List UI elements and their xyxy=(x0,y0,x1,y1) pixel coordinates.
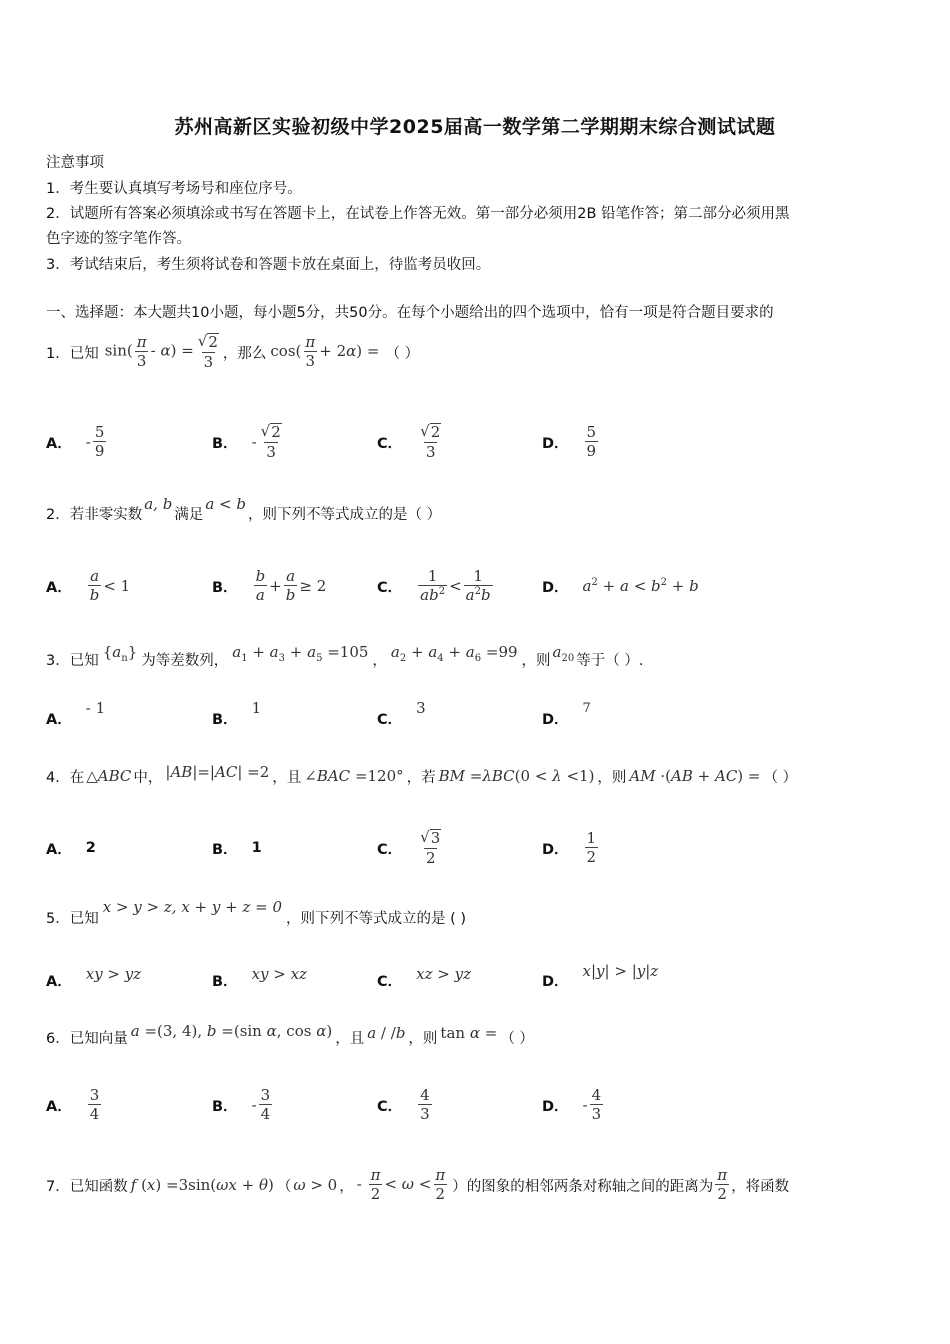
q3-math-target: $a_{20}$ xyxy=(552,642,575,664)
q4-mid1: 中， xyxy=(133,769,163,786)
q3-option-c[interactable]: C． 3 xyxy=(377,699,426,728)
q7-mid3: ）的图象的相邻两条对称轴之间的距离为 xyxy=(452,1178,714,1195)
q3-option-a[interactable]: A． - 1 xyxy=(46,699,106,728)
q3-mid3: ，则 xyxy=(521,652,551,669)
q2-options xyxy=(46,566,926,606)
q7-math-distance: $\frac{\pi}{2}$ xyxy=(717,1165,728,1204)
q4-option-d[interactable]: D． $\frac{1}{2}$ xyxy=(542,828,597,867)
q6-options xyxy=(46,1085,926,1125)
q3-number: 3．已知 xyxy=(46,652,99,669)
q5-option-a[interactable]: A． xy > yz xyxy=(46,965,142,990)
q1-option-b[interactable]: B． - √ 2 3 xyxy=(212,422,281,461)
q1-math-target: cos( $\frac{\pi}{3}$ + 2α) = xyxy=(270,332,380,371)
q5-option-d[interactable]: D． x|y| > |y|z xyxy=(542,962,659,990)
q4-option-a[interactable]: A． 2 xyxy=(46,840,96,858)
q2-option-b[interactable]: B． $\frac{b}{a}$ + $\frac{a}{b}$ ≥ 2 xyxy=(212,566,327,605)
question-1 xyxy=(46,327,419,377)
question-4 xyxy=(46,758,797,794)
q6-mid1: ，且 xyxy=(335,1030,365,1047)
q7-mid1: （ xyxy=(276,1178,292,1195)
q3-tail: 等于（ ）. xyxy=(576,652,644,669)
q4-options xyxy=(46,828,926,868)
q4-math-bm: BM =λBC(0 < λ <1) xyxy=(438,767,595,785)
question-5 xyxy=(46,899,466,935)
q3-mid1: 为等差数列， xyxy=(141,652,229,669)
q3-option-b[interactable]: B． 1 xyxy=(212,699,262,728)
q2-math-vars: a, b xyxy=(144,495,173,513)
q7-math-range: - $\frac{\pi}{2}$ < ω < $\frac{\pi}{2}$ xyxy=(356,1165,446,1204)
notice-item-3: 3．考试结束后，考生须将试卷和答题卡放在桌面上，待监考员收回。 xyxy=(46,257,491,273)
q5-options xyxy=(46,960,926,1000)
q7-math-function: f (x) =3sin(ωx + θ) xyxy=(130,1176,274,1194)
section-heading: 一、选择题：本大题共10小题，每小题5分，共50分。在每个小题给出的四个选项中，恰有一项是符合题目要求的 xyxy=(46,305,774,321)
question-7 xyxy=(46,1160,789,1210)
question-3 xyxy=(46,641,643,677)
q4-math-triangle: △ABC xyxy=(86,767,132,785)
q5-option-c[interactable]: C． xz > yz xyxy=(377,965,471,990)
q2-mid-text: 满足 xyxy=(174,506,204,523)
q3-math-sequence: $\{a_n\}$ xyxy=(102,642,138,664)
question-6 xyxy=(46,1019,534,1055)
q6-math-target: tan α = xyxy=(440,1024,498,1042)
q2-tail: ，则下列不等式成立的是（ ） xyxy=(247,506,442,523)
q6-math-vectors: a =(3, 4), b =(sin α, cos α) xyxy=(130,1022,333,1040)
q2-option-a[interactable]: A． $\frac{a}{b}$ < 1 xyxy=(46,566,131,605)
q2-option-c[interactable]: C． $\frac{1}{ab^2}$ < $\frac{1}{a^2b}$ xyxy=(377,566,491,605)
notice-heading: 注意事项 xyxy=(46,155,104,171)
q4-mid3: ，若 xyxy=(406,769,436,786)
q6-option-a[interactable]: A． $\frac{3}{4}$ xyxy=(46,1085,100,1124)
q2-option-d[interactable]: D． $a^2 + a < b^2 + b$ xyxy=(542,577,699,596)
q6-option-b[interactable]: B． - $\frac{3}{4}$ xyxy=(212,1085,271,1124)
q4-tail: （ ） xyxy=(763,769,798,786)
q2-math-condition: a < b xyxy=(205,495,246,513)
q1-math-given: sin( $\frac{\pi}{3}$ - α) = √ 2 3 xyxy=(104,332,218,371)
q5-option-b[interactable]: B． xy > xz xyxy=(212,965,307,990)
q3-option-d[interactable]: D． 7 xyxy=(542,700,591,728)
q7-tail: ，将函数 xyxy=(731,1178,790,1195)
question-2 xyxy=(46,495,441,531)
q4-math-lengths: |AB|=|AC| =2 xyxy=(165,763,270,781)
q1-mid-text: ，那么 xyxy=(222,345,267,362)
q4-math-dot: AM ·(AB + AC) = xyxy=(629,767,761,785)
notice-item-1: 1．考生要认真填写考场号和座位序号。 xyxy=(46,181,302,197)
q7-number: 7．已知函数 xyxy=(46,1178,128,1195)
q1-option-d[interactable]: D． $\frac{5}{9}$ xyxy=(542,422,597,461)
q4-option-b[interactable]: B． 1 xyxy=(212,840,262,858)
q5-number: 5．已知 xyxy=(46,910,99,927)
q6-mid2: ，则 xyxy=(408,1030,438,1047)
q1-options xyxy=(46,422,926,462)
q5-math-condition: x > y > z, x + y + z = 0 xyxy=(102,898,283,916)
q3-options xyxy=(46,698,926,738)
q2-number: 2．若非零实数 xyxy=(46,506,143,523)
q6-tail: （ ） xyxy=(500,1030,534,1047)
q4-mid2: ，且 xyxy=(272,769,302,786)
q4-number: 4．在 xyxy=(46,769,85,786)
q1-number: 1．已知 xyxy=(46,345,99,362)
page-title: 苏州高新区实验初级中学2025届高一数学第二学期期末综合测试试题 xyxy=(174,116,776,138)
q1-option-c[interactable]: C． √ 2 3 xyxy=(377,422,441,461)
q7-math-omega: ω > 0 xyxy=(293,1176,338,1194)
q4-math-angle: ∠BAC =120° xyxy=(304,767,404,785)
q3-math-odd-sum: $a_1 + a_3 + a_5 =105$ xyxy=(232,642,369,664)
q7-mid2: ， xyxy=(339,1178,354,1195)
notice-item-2: 2．试题所有答案必须填涂或书写在答题卡上，在试卷上作答无效。第一部分必须用2B 铅笔作答；第二部分必须用黑 xyxy=(46,206,790,222)
q6-option-c[interactable]: C． $\frac{4}{3}$ xyxy=(377,1085,430,1124)
q6-number: 6．已知向量 xyxy=(46,1030,128,1047)
q3-mid2: ， xyxy=(372,652,387,669)
q1-tail: （ ） xyxy=(385,345,420,362)
q1-option-a[interactable]: A． - $\frac{5}{9}$ xyxy=(46,422,105,461)
q6-math-parallel: a / /b xyxy=(367,1024,406,1042)
q5-tail: ，则下列不等式成立的是 ( ) xyxy=(286,910,467,927)
q6-option-d[interactable]: D． - $\frac{4}{3}$ xyxy=(542,1085,602,1124)
q4-mid4: ，则 xyxy=(597,769,627,786)
notice-item-2-cont: 色字迹的签字笔作答。 xyxy=(46,231,191,247)
q4-option-c[interactable]: C． √ 3 2 xyxy=(377,828,441,867)
q3-math-even-sum: $a_2 + a_4 + a_6 =99$ xyxy=(390,642,518,664)
